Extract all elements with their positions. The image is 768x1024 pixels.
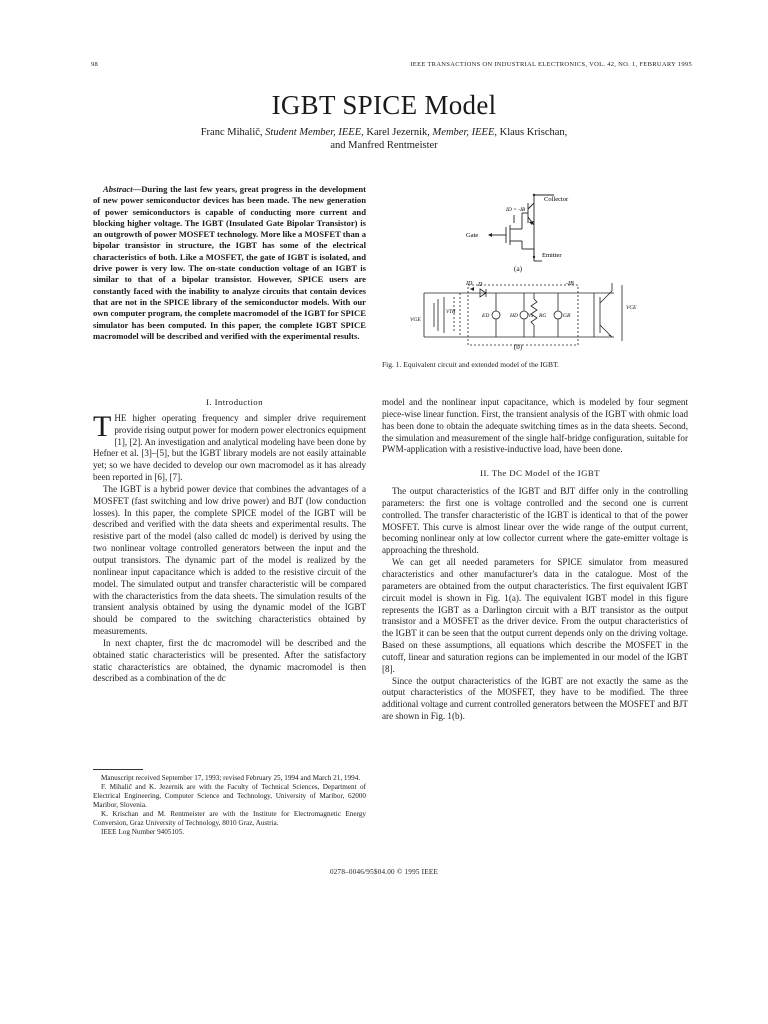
paper-title: IGBT SPICE Model <box>271 90 497 120</box>
author-3-name: Klaus Krischan, <box>496 127 568 138</box>
label-minus-ib: -IB <box>566 281 574 287</box>
author-block <box>100 126 668 152</box>
footnote-affiliation-1: F. Mihalič and K. Jezernik are with the Faculty of Technical Sciences, Department of Electrical Engineering, Computer Science and Technology, University of Maribor, 62000 Maribor, Slovenia. <box>93 783 366 809</box>
section-1-paragraph-4: model and the nonlinear input capacitance, which is modeled by four segment piece-wise linear function. First, the transient analysis of the IGBT with ohmic load has been done to obtain the adequate switching times as in the data sheets. Second, the simulation and measurement of the single half-bridge configuration, suitable for PWM-application with a resistive-inductive load, have been done. <box>382 397 688 455</box>
section-1-paragraph-2: The IGBT is a hybrid power device that combines the advantages of a MOSFET (fast switching and low drive power) and BJT (low conduction losses). In this paper, the complete SPICE model of the IGBT will be described and verified with the data sheets and experimental results. The resistive part of the model (also called dc model) is derived by using the two nonlinear voltage controlled generators between the input and the output transistors. The dynamic part of the model is realized by the nonlinear input capacitance which is added to the resistive circuit of the model. The simulated output and transfer characteristic will be compared with the characteristics from the data sheets. The simulation results of the transient analysis obtained by using the dynamic model of the IGBT should be compared to the switching characteristics obtained by measurements. <box>93 483 366 637</box>
abstract-text: —During the last few years, great progress in the development of new power semiconductor devices has been made. The new generation of power semiconductors is capable of conducting more current and blocking higher voltage. The IGBT (Insulated Gate Bipolar Transistor) is an outgrowth of power MOSFET technology. More like a MOSFET than a bipolar transistor in structure, the IGBT has some of the electrical characteristics of both. Like a MOSFET, the gate of IGBT is isolated, and drive power is very low. The on-state conduction voltage of an IGBT is similar to that of a bipolar transistor. However, SPICE users are constantly faced with the inability to analyze circuits that contain devices that are not in the SPICE library of the semiconductor models. With our own computer program, the complete macromodel of the IGBT for SPICE simulator has been computed. In this paper, the complete IGBT SPICE macromodel will be described and verified with the experimental results. <box>93 184 366 341</box>
footnote-rule <box>93 769 143 770</box>
author-line-2: and Manfred Rentmeister <box>330 140 438 151</box>
footnotes <box>93 774 366 837</box>
label-hd: HD <box>510 313 518 319</box>
section-1-paragraph-1: THE higher operating frequency and simpler drive requirement provide rising output power for modern power electronics equipment [1], [2]. An investigation and analytical modeling have been done by Hefner et al. [3]–[5], but the IGBT library models are not easily attainable yet; so we have decided to develop our own macromodel as it has already been reported in [6], [7]. <box>93 409 366 483</box>
figure-1a-label: (a) <box>513 264 523 273</box>
label-collector: Collector <box>544 196 569 203</box>
label-id: ID <box>466 281 473 287</box>
label-gb: GB <box>563 313 571 319</box>
section-2-paragraph-2: We can get all needed parameters for SPICE simulator from measured characteristics and other manufacturer's data in the catalogue. Most of the parameters are obtained from the output characteristics. The first equivalent IGBT circuit model is shown in Fig. 1(a). The equivalent IGBT model in this figure represents the IGBT as a Darlington circuit with a BJT transistor as the output transistor and a MOSFET as the driver device. From the output characteristics of the IGBT it can be seen that the output current depends only on the driving voltage. Based on these assumptions, all equations which describe the MOSFET in the cutoff, linear and saturation regions can be implemented in our model of the IGBT [8]. <box>382 557 688 674</box>
figure-1b-label: (b) <box>513 342 523 351</box>
section-1-heading: I. Introduction <box>206 397 263 407</box>
footnote-log-number: IEEE Log Number 9405105. <box>101 828 185 836</box>
section-2-paragraph-3: Since the output characteristics of the IGBT are not exactly the same as the output characteristics of the MOSFET, they have to be modified. The three additional voltage and current controlled generators between the MOSFET and BJT are shown in Fig. 1(b). <box>382 675 688 722</box>
label-emitter: Emitter <box>542 252 562 259</box>
page-number: 98 <box>91 61 98 68</box>
running-header: IEEE TRANSACTIONS ON INDUSTRIAL ELECTRONICS, VOL. 42, NO. 1, FEBRUARY 1995 <box>410 61 692 68</box>
abstract-label: Abstract <box>103 184 133 194</box>
label-vth: VTH <box>446 310 456 315</box>
label-vx: Vx <box>528 314 534 319</box>
label-current-a: ID = -IB <box>506 207 526 213</box>
label-gate: Gate <box>466 232 479 239</box>
abstract <box>93 184 366 342</box>
section-1-paragraph-3: In next chapter, first the dc macromodel will be described and the obtained static characteristics will be presented. After the satisfactory static characteristics are obtained, the dynamic macromodel is then described as a combination of the dc <box>93 637 366 684</box>
author-2-role: Member, IEEE, <box>432 127 497 138</box>
author-1-name: Franc Mihalič, <box>200 127 266 138</box>
label-d: D <box>478 282 483 288</box>
right-column <box>382 397 688 723</box>
copyright-line: 0278–0046/95$04.00 © 1995 IEEE <box>329 868 439 876</box>
label-vge: VGE <box>410 317 421 323</box>
author-2-name: Karel Jezernik, <box>363 127 433 138</box>
label-ed: ED <box>482 313 490 319</box>
figure-1-circuit-svg <box>382 185 692 360</box>
figure-1 <box>382 185 692 360</box>
section-2-heading: II. The DC Model of the IGBT <box>480 468 600 479</box>
section-2-paragraph-1: The output characteristics of the IGBT and BJT differ only in the controlling parameters: the first one is voltage controlled and the second one is current controlled. The transfer characteristic of the IGBT is identical to that of the power MOSFET. This curve is almost linear over the wide range of the output current, becoming nonlinear only at low collector current where the gate-emitter voltage is approaching the threshold. <box>382 486 688 556</box>
figure-1-caption: Fig. 1. Equivalent circuit and extended model of the IGBT. <box>382 360 559 369</box>
author-1-role: Student Member, IEEE, <box>265 127 364 138</box>
label-rg: RG <box>539 313 547 319</box>
label-vce: VCE <box>626 305 637 311</box>
footnote-received: Manuscript received September 17, 1993; revised February 25, 1994 and March 21, 1994. <box>101 774 361 782</box>
left-column <box>93 397 366 685</box>
footnote-affiliation-2: K. Krischan and M. Rentmeister are with the Institute for Electromagnetic Energy Conversion, Graz University of Technology, 8010 Graz, Austria. <box>93 810 366 827</box>
